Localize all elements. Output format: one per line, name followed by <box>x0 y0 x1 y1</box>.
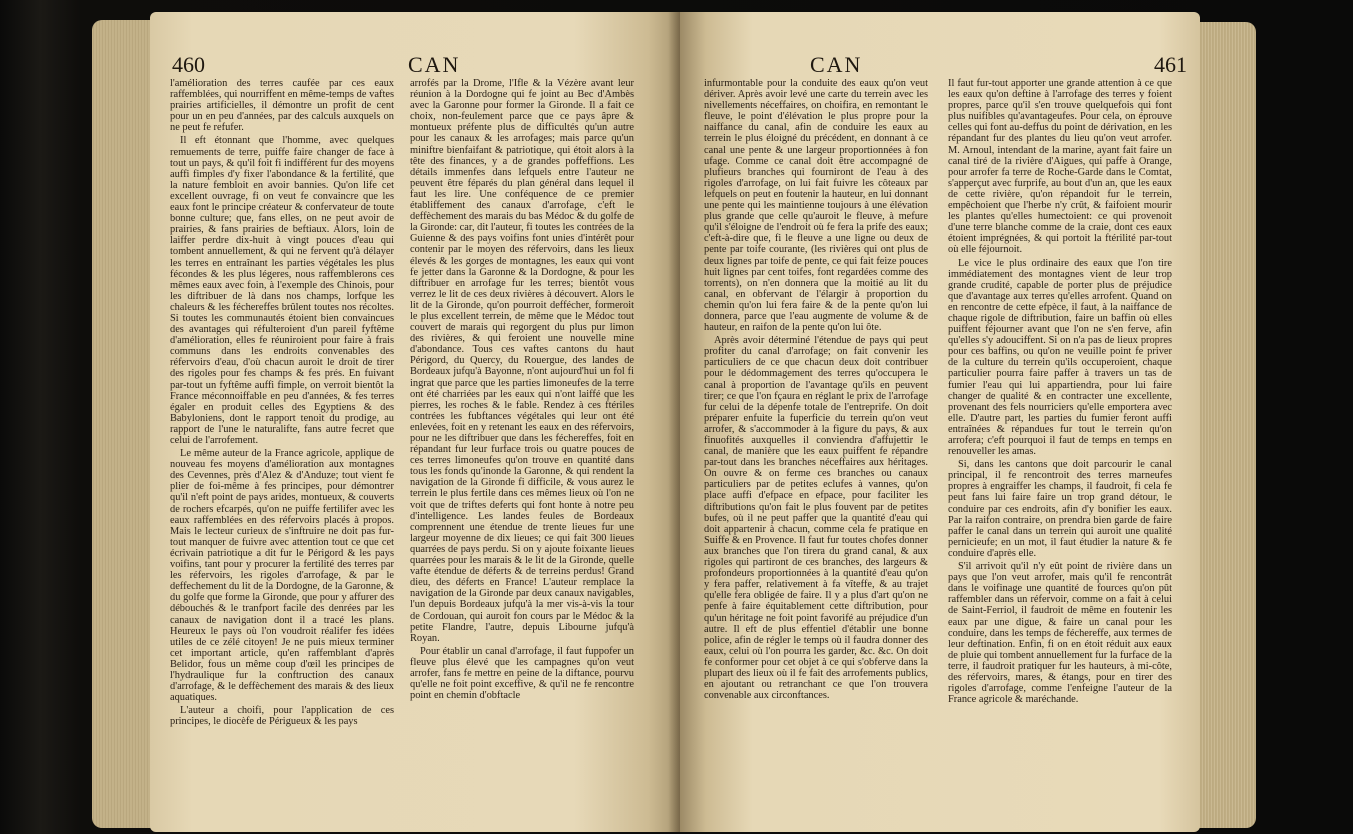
paragraph: Il eft étonnant que l'homme, avec quelques remuements de terre, puiffe faire changer de face à tout un pays, & qu'il foit fi indifférent fur des moyens auffi fimples d'y fixer l'abondance & la fertilité, que la nature fembloit en avoir bannies. Qu'on life cet excellent ouvrage, fi on veut fe convaincre que les eaux font le principe créateur & confervateur de toute bonne culture; que, fans elles, on ne peut avoir de prairies, & fans prairies de beftiaux. Alors, loin de laiffer perdre dix-huit à vingt pouces d'eau qui tombent annuellement, & qui ne fervent qu'à délayer les terres en entraînant les parties végétales les plus fécondes & les plus légeres, nous raffemblerons ces mêmes eaux avec foin, à l'exemple des Chinois, pour les diftribuer de là dans nos champs, lorfque les chaleurs & les féchereffes brûlent toutes nos récoltes. Si toutes les communautés étoient bien convaincues des avantages qui réfulteroient d'un pareil fyftême d'amélioration, elles fe réuniroient pour faire à frais communs dans les endroits convenables des réfervoirs d'eau, d'où chacun auroit le droit de tirer des rigoles pour fes champs & fes prés. En fuivant par-tout un fyftême auffi fimple, on verroit bientôt la France méconnoiffable en peu d'années, & fes terres égaler en produit celles des Egyptiens & des Babyloniens, dont le rapport tenoit du prodige, au rapport de l'une le naturalifte, fans autre fecret que celui de l'arrofement. <box>170 135 394 446</box>
paragraph: Il faut fur-tout apporter une grande attention à ce que les eaux qu'on deftine à l'arrofage des terres y foient propres, parce qu'il s'en trouve quelquefois qui font plus nuifibles qu'avantageufes. Pour cela, on éprouve celles qui font au-deffus du point de dérivation, en les répandant fur des plantes du lieu qu'on veut arrofer. M. Arnoul, intendant de la marine, ayant fait faire un canal tiré de la rivière d'Aigues, qui paffe à Orange, pour arrofer fa terre de Roche-Garde dans le Comtat, s'apperçut avec furprife, au bout d'un an, que les eaux de cette rivière, qu'on répandoit fur le terrein, empêchoient que l'herbe n'y crût, & faifoient mourir les plantes qu'elles humectoient: ce qui provenoit d'une terre blanche comme de la craie, dont ces eaux étoient imprégnées, & qui portoit la ftérilité par-tout où elle féjournoit. <box>948 78 1172 256</box>
running-head-right: CAN <box>810 52 863 77</box>
right-page-column-1 <box>704 78 928 818</box>
left-page-column-1 <box>170 78 394 818</box>
page-edges-right <box>1196 22 1256 828</box>
paragraph: Après avoir déterminé l'étendue de pays qui peut profiter du canal d'arrofage; on fait convenir les particuliers de ce que chacun deux doit contribuer pour le dédommagement des terres qu'occupera le canal à proportion de l'avantage qu'ils en peuvent tirer; ce que l'on fçaura en réglant le prix de l'arrofage fur celui de la dépenfe totale de l'entreprife. On doit préparer enfuite la fuperficie du terrein qu'on veut arrofer, & s'accommoder à la figure du pays, & aux finuofités auxquelles il conviendra d'affujettir le canal, de manière que les eaux puiffent fe répandre par-tout dans les branches néceffaires aux héritages. On ouvre & on ferme ces branches ou canaux particuliers par de petites eclufes à vannes, qu'on place auffi d'efpace en efpace, pour faciliter les diftributions qu'on fait le plus fouvent par de petites bufes, où il ne peut paffer que la quantité d'eau qui doit appartenir à chacun, comme cela fe pratique en Suiffe & en Provence. Il faut fur toutes chofes donner aux branches que l'on tirera du grand canal, & aux rigoles qui partiront de ces branches, des largeurs & profondeurs proportionnées à la quantité d'eau qu'on y fera paffer, relativement à fa vîteffe, & au trajet qu'elle fera obligée de faire. Il y a plus d'art qu'on ne penfe à faire équitablement cette diftribution, pour qu'un héritage ne foit point favorifé au préjudice d'un autre. Il eft de plus effentiel d'établir une bonne police, afin de régler le temps où il faudra donner des eaux, celui où l'on pourra les garder, &c. &c. On doit fe conformer pour cet objet à ce qui s'obferve dans la plupart des lieux où il fe fait des arrofements publics, en ajoutant ou retranchant ce que l'on trouvera convenable aux circonftances. <box>704 335 928 702</box>
running-head-left: CAN <box>408 52 461 77</box>
right-page <box>680 12 1200 832</box>
paragraph: Si, dans les cantons que doit parcourir le canal principal, il fe rencontroit des terres marneufes propres à engraiffer les champs, il faudroit, fi cela fe peut fans lui faire faire un trop grand détour, le conduire par ces endroits, afin d'y bonifier les eaux. Par la raifon contraire, on prendra bien garde de faire paffer le canal dans un terrein qui auroit une qualité pernicieufe; en un mot, il faut étudier la nature & fe conduire d'après elle. <box>948 459 1172 559</box>
paragraph: Le même auteur de la France agricole, applique de nouveau fes moyens d'amélioration aux montagnes des Cevennes, près d'Alez & d'Anduze; tout vient fe plier de foi-même à fes principes, pour démontrer qu'il n'eft point de pays arides, montueux, & couverts de rochers efcarpés, qu'on ne puiffe fertilifer avec les eaux raffemblées en des réfervoirs placés à propos. Mais le lecteur curieux de s'inftruire ne doit pas fur-tout manquer de fuivre avec attention tout ce que cet écrivain patriotique a dit fur le Périgord & les pays voifins, tant pour y procurer la fertilité des terres par les réfervoirs, les rigoles d'arrofage, & par le deffechement du lit de la Dordogne, de la Garonne, & du golfe que forme la Gironde, que pour y affurer des débouchés & le tranfport facile des denrées par les canaux de navigation dont il a tracé les plans. Heureux le pays où l'on voudroit réalifer fes idées utiles de ce zélé citoyen! Je ne puis mieux terminer cet important article, qu'en raffemblant d'après Belidor, fous un même coup d'œil les principes de l'hydraulique fur la conftruction des canaux d'arrofage, & le deffèchement des marais & des lieux aquatiques. <box>170 448 394 704</box>
left-page-column-2 <box>410 78 634 818</box>
paragraph: infurmontable pour la conduite des eaux qu'on veut dériver. Après avoir levé une carte du terrein avec les nivellements néceffaires, on choifira, en remontant le fleuve, le point d'élévation le plus propre pour la naiffance du canal, afin de conduire les eaux au terrein le plus éloigné du précédent, en donnant à ce canal une pente & une largeur proportionnées à fon ufage. Comme ce canal doit être accompagné de plufieurs branches qui fourniront de l'eau à des rigoles d'arrofage, on lui fait fuivre les côteaux par lefquels on peut en foutenir la hauteur, en lui donnant une pente qui les maintienne toujours à une élévation plus grande que celle qu'auroit le fleuve, à mefure qu'il s'éloigne de l'endroit où fe fera la prife des eaux; c'eft-à-dire que, fi le fleuve a une ligne ou deux de pente par toife courante, (les rivières qui ont plus de deux lignes par toife de pente, ce qui fait feize pouces huit lignes par cent toifes, font regardées comme des torrents), on n'en donnera que la moitié au lit du canal, en obfervant de l'élargir à proportion du chemin qu'on lui fera faire & de la pente qu'on lui donnera, parce que l'eau augmente de volume & de hauteur, en raifon de la pente qu'on lui ôte. <box>704 78 928 334</box>
paragraph: arrofés par la Drome, l'Ifle & la Vézère avant leur réunion à la Dordogne qui fe joint au Bec d'Ambès avec la Garonne pour former la Gironde. Il a fait ce choix, non-feulement parce que ce pays âpre & montueux préfente plus de difficultés qu'un autre pour les canaux & les arrofages; mais parce qu'un miniftre bienfaifant & patriotique, qui étoit alors à la tête des finances, y a de grandes poffeffions. Les détails immenfes dans lefquels entre l'auteur ne peuvent être féparés du plan général dans lequel il faut les lire. Une conféquence de ce premier établiffement des canaux d'arrofage, c'eft le deffèchement des marais du bas Médoc & du golfe de la Gironde: car, dit l'auteur, fi toutes les contrées de la Guienne & des pays voifins font unies d'intérêt pour contenir par le moyen des réfervoirs, dans les lieux élevés & les gorges de montagnes, les eaux qui vont fe jetter dans la Garonne & la Dordogne, & pour les diftribuer en arrofage fur les terres; bientôt vous verrez le lit de ces deux rivières à découvert. Alors le lit de la Gironde, qu'on pourroit deffécher, formeroit le plus excellent terrein, de même que le Médoc tout couvert de marais qui regorgent du plus pur limon des rivières, & qui feroient une nouvelle mine d'abondance. Tous ces vaftes cantons du haut Périgord, du Quercy, du Rouergue, des landes de Bordeaux jufqu'à Bayonne, n'ont aujourd'hui un fol fi ingrat que parce que les parties limoneufes de la terre ont été charriées par les eaux qui n'ont laiffé que les pierres, les roches & le fable. Rendez à ces ftériles contrées les fubftances végétales qui leur ont été enlevées, foit en y retenant les eaux en des réfervoirs, pour ne les diftribuer que dans les féchereffes, foit en répandant fur leur furface trois ou quatre pouces de ces terres limoneufes qu'on trouve en quantité dans tous les fonds qu'inonde la Garonne, & qui rendent la navigation de la Gironde fi difficile, & vous aurez le terrein le plus fertile dans ces mêmes lieux où l'on ne voit que de triftes deferts qui font honte à notre peu d'intelligence. Les landes feules de Bordeaux comprennent une étendue de trente lieues fur une largeur moyenne de dix lieues; ce qui fait 300 lieues quarrées de pays perdu. Si on y ajoute foixante lieues quarrées pour les marais & le lit de la Gironde, quelle vafte étendue de déferts & de terreins perdus! Grand dieu, des déferts en France! L'auteur remplace la navigation de la Gironde par deux canaux navigables, l'un depuis Bordeaux jufqu'à la mer vis-à-vis la tour de Cordouan, qui auroit fon cours par le Médoc & la petite Flandre, l'autre, depuis Libourne jufqu'à Royan. <box>410 78 634 644</box>
page-number-left: 460 <box>172 52 205 77</box>
paragraph: L'auteur a choifi, pour l'application de ces principes, le diocèfe de Périgueux & les pays <box>170 705 394 728</box>
paragraph: Pour établir un canal d'arrofage, il faut fuppofer un fleuve plus élevé que les campagnes qu'on veut arrofer, fans fe mettre en peine de la diftance, pourvu qu'elle ne foit point exceffive, & qu'il ne fe rencontre point en chemin d'obftacle <box>410 645 634 702</box>
paragraph: Le vice le plus ordinaire des eaux que l'on tire immédiatement des montagnes vient de leur trop grande crudité, capable de porter plus de préjudice que d'avantage aux terres qu'elles arrofent. Quand on en rencontre de cette efpèce, il faut, à la naiffance de chaque rigole de diftribution, faire un baffin où elles puiffent féjourner avant que l'on ne s'en ferve, afin qu'elles s'y adouciffent. Si on n'a pas de lieux propres pour ces baffins, ou qu'on ne veuille point fe priver de la culture du terrein qu'ils occuperoient, chaque particulier pourra faire paffer à travers un tas de fumier l'eau qui lui appartiendra, pour lui faire changer de qualité & en contracter une excellente, provenant des fels nourriciers qu'elle emportera avec elle. D'autre part, les parties du fumier feront auffi entraînées & répandues fur tout le terrein qu'on arrofera; c'eft pourquoi il faut de temps en temps en renouveller les amas. <box>948 257 1172 458</box>
paragraph: S'il arrivoit qu'il n'y eût point de rivière dans un pays que l'on veut arrofer, mais qu'il fe rencontrât dans le voifinage une quantité de fources qu'on pût raffembler dans un réfervoir, comme on a fait à celui de Saint-Ferriol, il faudroit de même en foutenir les eaux par une digue, & faire un canal pour les conduire, dans les temps de féchereffe, aux termes de leur deftination. Enfin, fi on en étoit réduit aux eaux de pluie qui tombent annuellement fur la furface de la terre, il faudroit pratiquer fur les hauteurs, à mi-côte, des réfervoirs, mares, & étangs, pour en tirer des rigoles d'arrofage, comme l'enfeigne l'auteur de la France agricole & maréchande. <box>948 561 1172 706</box>
page-number-right: 461 <box>1154 52 1187 77</box>
paragraph: l'amélioration des terres caufée par ces eaux raffemblées, qui nourriffent en même-temps de vaftes prairies artificielles, il démontre un profit de cent pour un en peu d'années, par des calculs auxquels on ne peut fe refufer. <box>170 78 394 134</box>
right-page-column-2 <box>948 78 1172 818</box>
page-edges-left <box>92 20 154 828</box>
left-page <box>150 12 680 832</box>
